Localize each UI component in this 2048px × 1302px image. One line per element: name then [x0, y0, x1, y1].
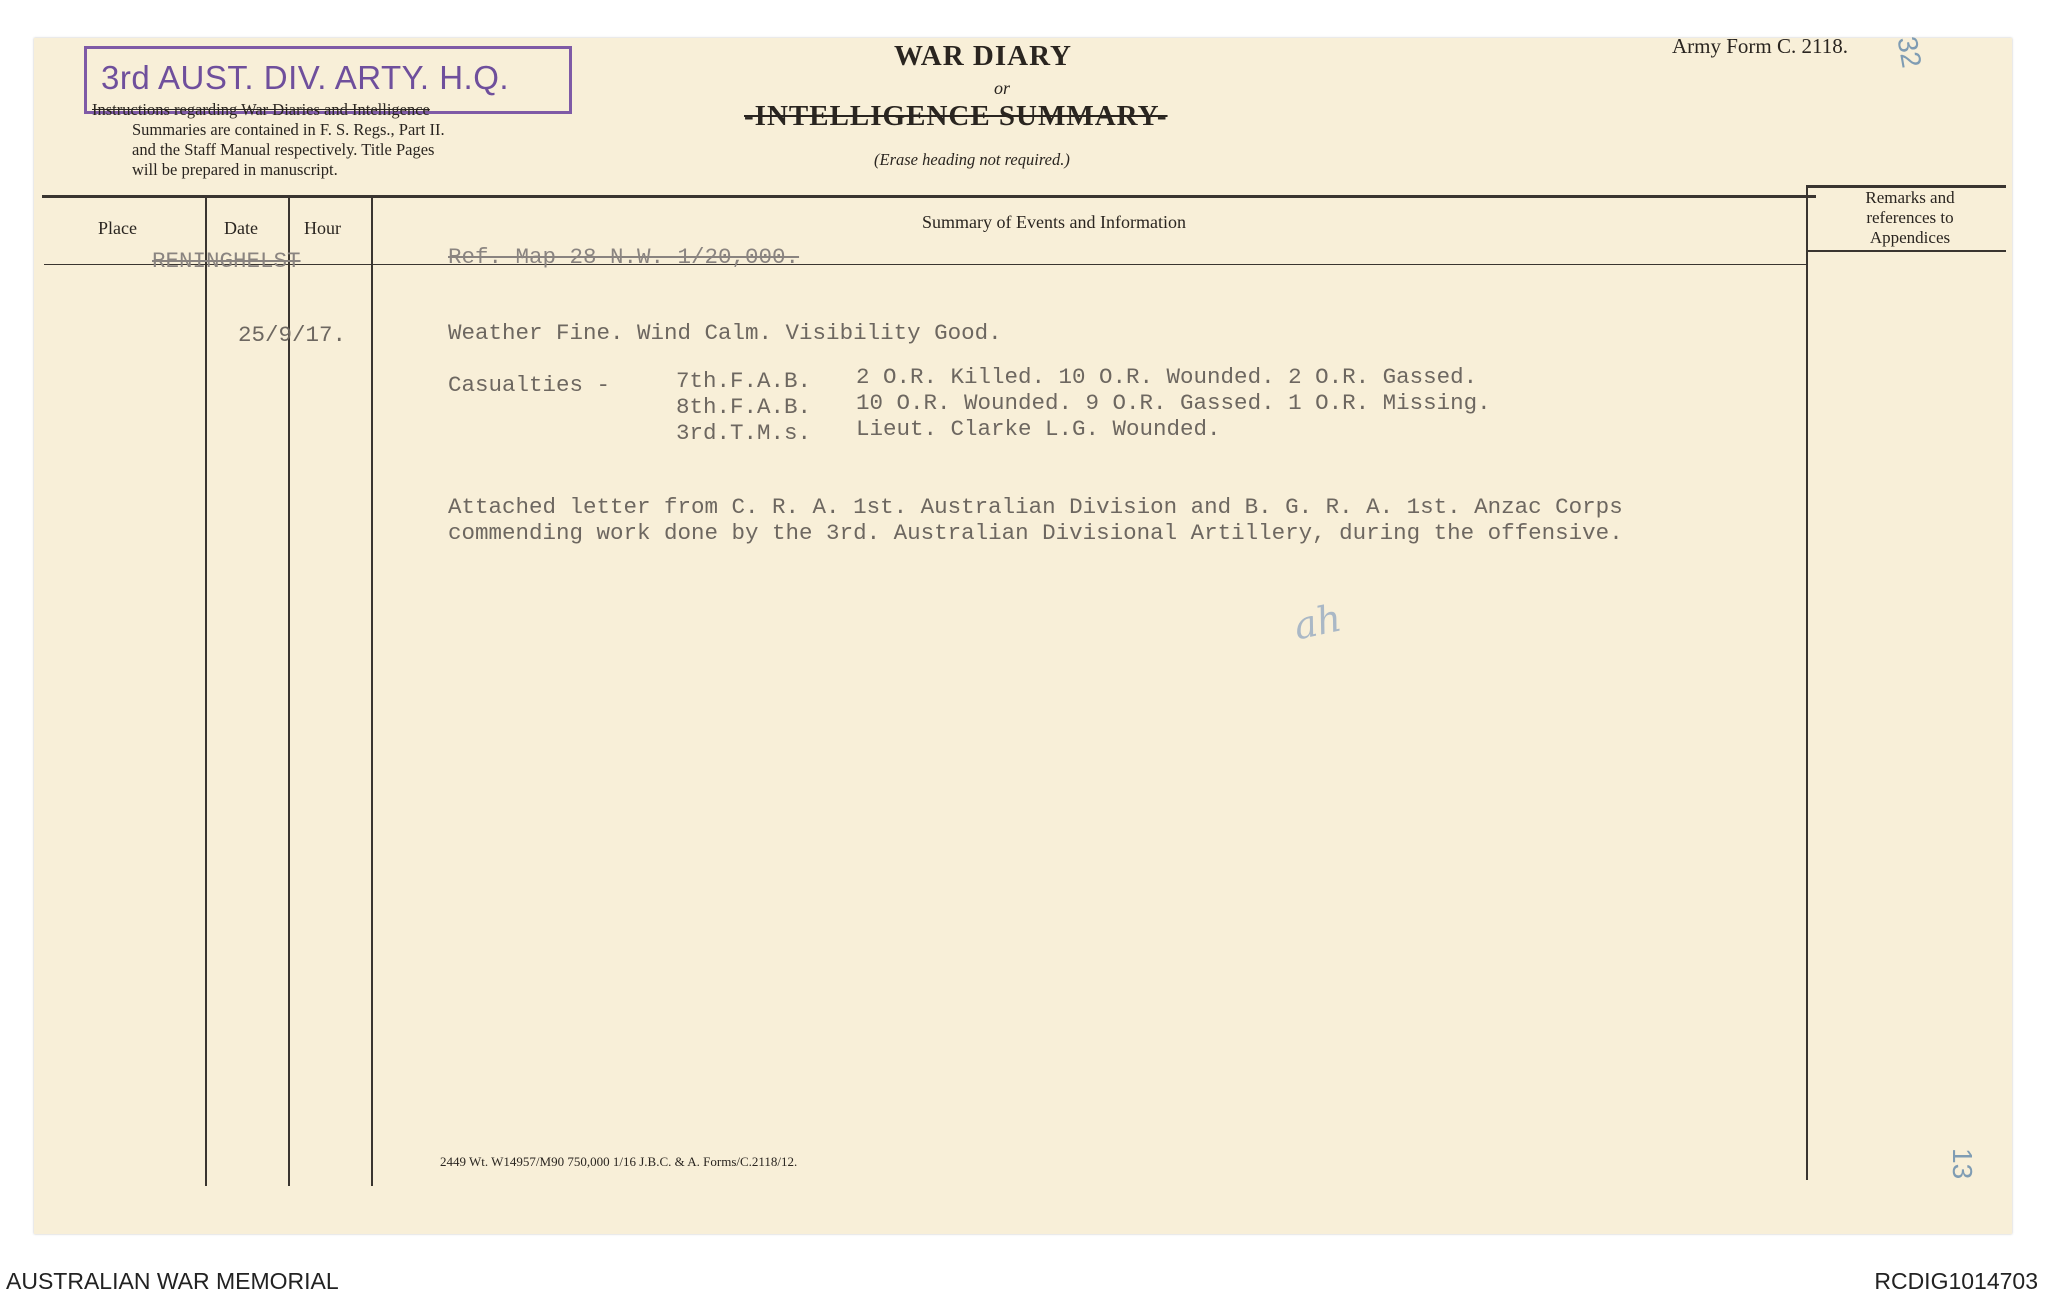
table-top-rule	[42, 195, 1816, 198]
form-subtitle: -INTELLIGENCE SUMMARY-	[744, 100, 1168, 132]
army-form-number: Army Form C. 2118.	[1672, 34, 1848, 58]
caption-left: AUSTRALIAN WAR MEMORIAL	[6, 1268, 339, 1294]
page-number: 32	[1891, 34, 1928, 71]
instructions-line-2: Summaries are contained in F. S. Regs., Part II.	[132, 120, 445, 139]
column-hour: Hour	[304, 218, 341, 238]
instructions-line-1: Instructions regarding War Diaries and Intelligence	[92, 100, 430, 119]
column-summary: Summary of Events and Information	[922, 212, 1186, 232]
unit-stamp: 3rd AUST. DIV. ARTY. H.Q.	[84, 46, 572, 114]
initials-signature: ah	[1289, 595, 1346, 649]
side-number: 13	[1947, 1148, 1978, 1180]
column-date: Date	[224, 218, 258, 238]
caption-right: RCDIG1014703	[1874, 1268, 2038, 1294]
instructions-line-4: will be prepared in manuscript.	[132, 160, 338, 179]
column-remarks-line-2: references to	[1866, 208, 1954, 227]
remarks-header-rule	[1806, 250, 2006, 252]
casualty-unit: 3rd.T.M.s.	[676, 420, 812, 446]
hour-summary-divider	[371, 196, 373, 1186]
column-remarks-line-1: Remarks and	[1865, 188, 1955, 207]
form-title: WAR DIARY	[894, 40, 1072, 72]
map-reference: Ref. Map 28 N.W. 1/20,000.	[448, 244, 800, 270]
column-remarks-line-3: Appendices	[1869, 228, 1951, 247]
casualty-detail: Lieut. Clarke L.G. Wounded.	[856, 416, 1221, 442]
header-bottom-rule	[44, 264, 1806, 265]
instructions-block	[92, 100, 445, 180]
instructions-line-3: and the Staff Manual respectively. Title Pages	[132, 140, 435, 159]
casualties-label: Casualties -	[448, 372, 611, 398]
print-code: 2449 Wt. W14957/M90 750,000 1/16 J.B.C. & A. Forms/C.2118/12.	[440, 1154, 798, 1169]
place-date-divider	[205, 196, 207, 1186]
casualty-detail: 10 O.R. Wounded. 9 O.R. Gassed. 1 O.R. Missing.	[856, 390, 1491, 416]
erase-note: (Erase heading not required.)	[874, 150, 1070, 169]
entry-date: 25/9/17.	[238, 322, 347, 348]
casualty-unit: 7th.F.A.B.	[676, 368, 812, 394]
casualty-detail: 2 O.R. Killed. 10 O.R. Wounded. 2 O.R. Gassed.	[856, 364, 1478, 390]
casualty-unit: 8th.F.A.B.	[676, 394, 812, 420]
place-entry: RENINGHELST	[152, 248, 301, 274]
summary-remarks-divider	[1806, 186, 1808, 1180]
form-title-or: or	[994, 78, 1011, 98]
attached-line-1: Attached letter from C. R. A. 1st. Australian Division and B. G. R. A. 1st. Anzac Corps	[448, 494, 1623, 520]
weather-line: Weather Fine. Wind Calm. Visibility Good.	[448, 320, 1002, 346]
column-place: Place	[98, 218, 137, 238]
attached-line-2: commending work done by the 3rd. Australian Divisional Artillery, during the offensive.	[448, 520, 1623, 546]
